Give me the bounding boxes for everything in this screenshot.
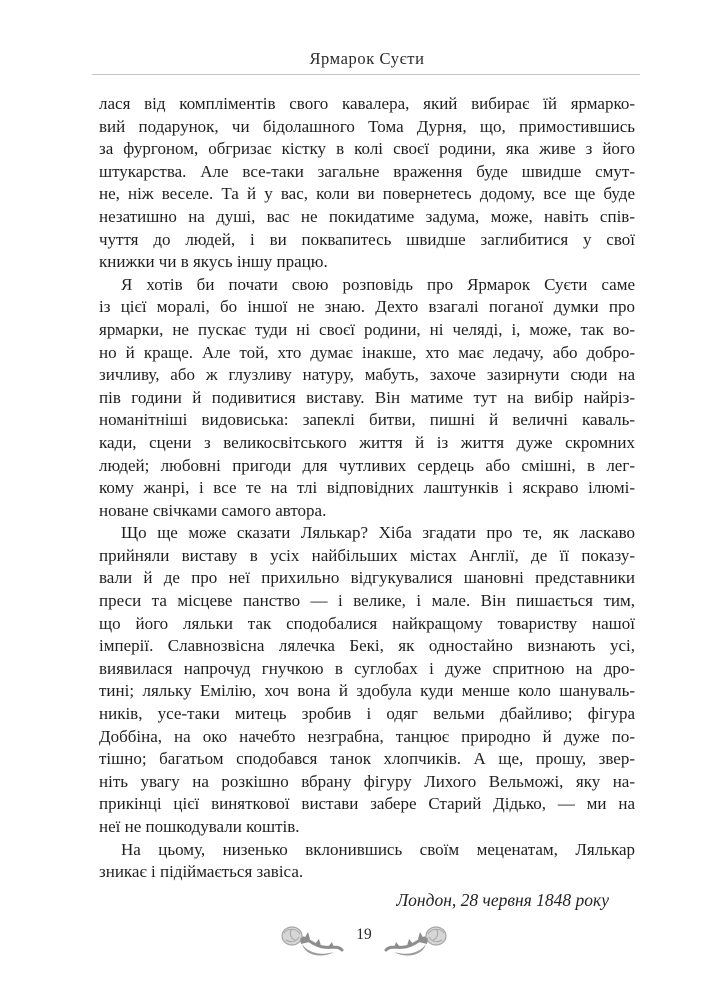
text-line: не, ніж веселе. Та й у вас, коли ви повернетесь додому, все ще буде	[99, 184, 635, 204]
text-line: кади, сцени з великосвітського життя й із життя дуже скромних	[99, 432, 635, 452]
page-footer	[0, 925, 728, 961]
text-line: но й краще. Але той, хто думає інакше, хто має ледачу, або добро-	[99, 342, 635, 362]
text-line: людей; любовні пригоди для чутливих сердець або смішні, в лег-	[99, 455, 635, 475]
text-line: ників, усе-таки митець зробив і одяг вельми дбайливо; фігура	[99, 704, 635, 724]
text-line: книжки чи в якусь іншу працю.	[99, 252, 328, 272]
rose-flourish-right-icon	[381, 925, 449, 961]
text-line: прийняли виставу в усіх найбільших містах Англії, де її показу-	[99, 545, 635, 565]
text-line: незатишно на душі, вас не покидатиме задума, може, навіть спів-	[99, 206, 635, 226]
text-line: що його ляльки так сподобалися найкращому товариству нашої	[99, 613, 635, 633]
text-line: ярмарки, не пускає туди ні своєї родини, ні челяді, і, може, так во-	[99, 319, 635, 339]
text-line: лася від компліментів свого кавалера, який вибирає їй ярмарко-	[99, 94, 635, 113]
text-line: ніть увагу на розкішно вбрану фігуру Лихого Вельможі, яку на-	[99, 771, 635, 791]
text-line: Що ще може сказати Лялькар? Хіба згадати про те, як ласкаво	[121, 523, 635, 543]
text-line: виявилася напрочуд гнучкою в суглобах і дуже спритною на дро-	[99, 658, 635, 678]
text-line: преси та місцеве панство — і велике, і мале. Він пишається тим,	[99, 591, 635, 611]
text-line: тішно; багатьом сподобався танок хлопчиків. А ще, прошу, звер-	[99, 749, 635, 769]
text-line: вали й де про неї прихильно відгукувалися шановні представники	[99, 568, 635, 588]
text-line: чуття до людей, і ви поквапитесь швидше заглибитися у свої	[99, 229, 635, 249]
text-line: прикінці цієї виняткової вистави забере Старий Дідько, — ми на	[99, 794, 635, 814]
text-line: вий подарунок, чи бідолашного Тома Дурня, що, примостившись	[99, 116, 635, 136]
text-line: тині; ляльку Емілію, хоч вона й здобула куди менше коло шануваль-	[99, 681, 635, 701]
text-line: штукарства. Але все-таки загальне враження буде швидше смут-	[99, 161, 635, 181]
text-line: неї не пошкодували коштів.	[99, 817, 300, 836]
text-line: зичливу, або ж глузливу натуру, мабуть, захоче зазирнути сюди на	[99, 365, 635, 385]
text-line: На цьому, низенько вклонившись своїм меценатам, Лялькар	[121, 839, 635, 859]
text-line: кому жанрі, і все те на тлі відповідних лаштунків і яскраво ілюмі-	[99, 478, 635, 498]
dateline: Лондон, 28 червня 1848 року	[396, 890, 609, 910]
text-line: новане свічками самого автора.	[99, 500, 327, 520]
page-number: 19	[356, 926, 372, 943]
text-line: Я хотів би почати свою розповідь про Ярмарок Суєти саме	[121, 274, 635, 294]
header-rule	[92, 74, 640, 75]
text-line: зникає і підіймається завіса.	[99, 862, 304, 882]
text-block	[99, 93, 635, 884]
text-line: номанітніші видовиська: запеклі битви, пишні й величні каваль-	[99, 410, 635, 430]
text-line: за фургоном, обгризає кістку в колі своєї родини, яка живе з його	[99, 139, 635, 159]
text-line: імперії. Славнозвісна лялечка Бекі, як одностайно визнають усі,	[99, 636, 635, 656]
rose-flourish-left-icon	[279, 925, 347, 961]
text-line: Доббіна, на око начебто незграбна, танцює природно й дуже по-	[99, 726, 635, 746]
text-line: пів години й подивитися виставу. Він матиме тут на вибір найріз-	[99, 387, 635, 407]
text-line: із цієї моралі, бо іншої не знаю. Дехто взагалі поганої думки про	[99, 297, 635, 317]
running-head: Ярмарок Суєти	[309, 49, 425, 68]
